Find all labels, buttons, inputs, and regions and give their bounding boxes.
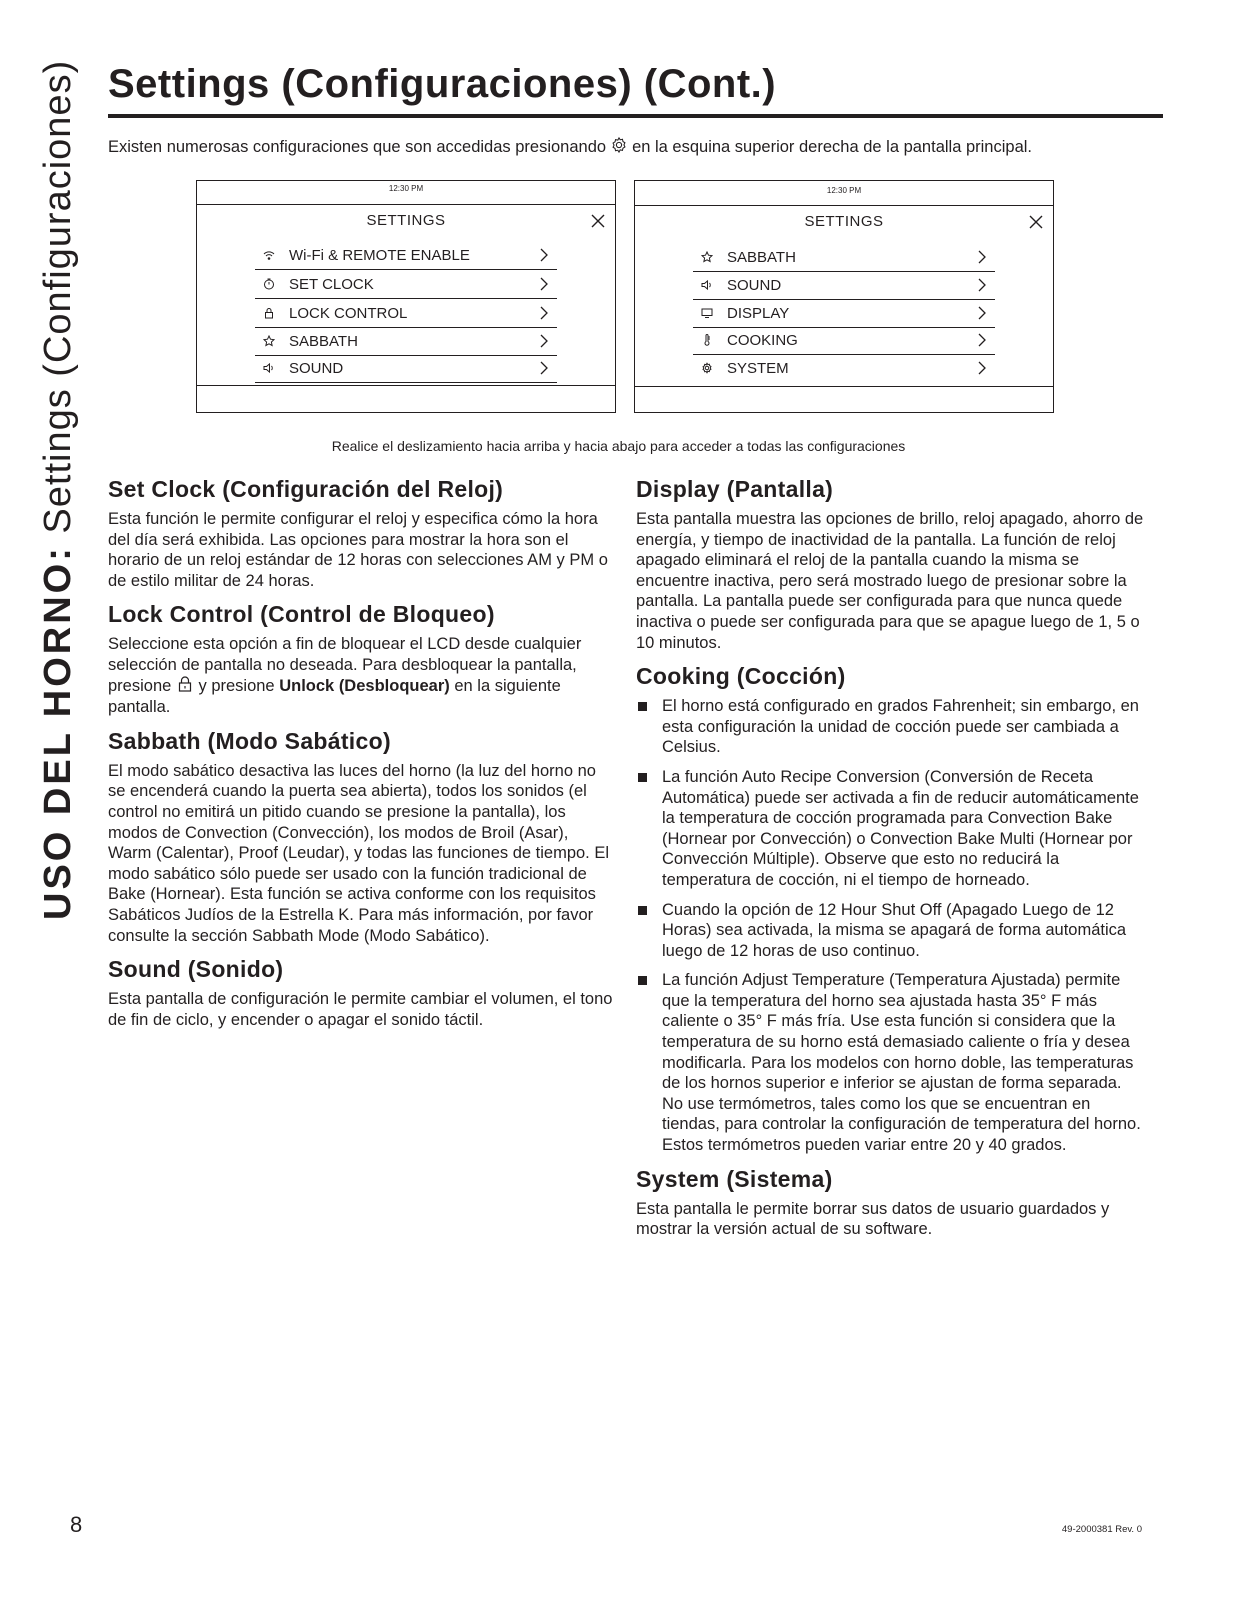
menu-item-cooking[interactable] — [693, 326, 995, 355]
close-icon[interactable] — [591, 214, 605, 228]
list-item-text: Cuando la opción de 12 Hour Shut Off (Apagado Luego de 12 Horas) sea activada, la misma se apagará de forma automática luego de 12 horas de uso continuo. — [662, 900, 1127, 960]
chevron-right-icon — [539, 361, 551, 375]
lock-body-c: en la siguiente pantalla. — [108, 676, 561, 717]
screen-divider — [635, 205, 1053, 206]
intro-after: en la esquina superior derecha de la pantalla principal. — [632, 138, 1032, 156]
speaker-icon — [263, 362, 275, 374]
screen-title: SETTINGS — [366, 212, 446, 229]
chevron-right-icon — [977, 333, 989, 347]
screen-divider — [197, 204, 615, 205]
list-item-text: La función Auto Recipe Conversion (Conversión de Receta Automática) puede ser activada a fin de reducir automáticamente la temperatura de cocción programada para Convection Bake (Hornear por Convección) o Convection Bake Multi (Hornear por Convección Múltiple). Observe que esto no reducirá la temperatura de cocción, ni el tiempo de horneado. — [662, 767, 1139, 889]
list-item — [636, 696, 1144, 758]
unlock-label: Unlock (Desbloquear) — [279, 676, 450, 695]
document-number: 49-2000381 Rev. 0 — [1061, 1524, 1142, 1535]
gear-icon — [610, 136, 628, 159]
menu-item-label: DISPLAY — [727, 304, 790, 322]
page-title: Settings (Configuraciones) (Cont.) — [108, 62, 777, 106]
gear-icon — [701, 362, 713, 374]
screen-divider — [635, 386, 1053, 387]
chevron-right-icon — [539, 334, 551, 348]
right-column — [636, 476, 1144, 1250]
menu-item-label: SOUND — [289, 359, 344, 377]
page-number: 8 — [70, 1512, 83, 1537]
cooking-list — [636, 696, 1144, 1155]
wifi-icon — [263, 249, 275, 261]
menu-item-lock-control[interactable] — [255, 299, 557, 328]
screen-title: SETTINGS — [804, 213, 884, 230]
list-item-text: La función Adjust Temperature (Temperatura Ajustada) permite que la temperatura del horno sea ajustada hasta 35° F más caliente o 35° F más fría. Use esta función si considera que la temperatura de su horno está demasiado caliente o fría y desea modificarla. Para los modelos con horno doble, las temperaturas de los hornos superior e inferior se ajustan de forma separada. No use termómetros, tales como los que se encuentran en tiendas, para controlar la configuración de temperatura del horno. Estos termómetros pueden variar entre 20 y 40 grados. — [662, 971, 1141, 1155]
menu-item-label: LOCK CONTROL — [289, 304, 408, 322]
display-body: Esta pantalla muestra las opciones de brillo, reloj apagado, ahorro de energía, y tiempo de inactividad de la pantalla. La función de reloj apagado eliminará el reloj de la pantalla cuando la misma se encuentre inactiva, pero será mostrado luego de presionar sobre la pantalla. La pantalla puede ser configurada para que nunca quede inactiva o puede ser configurada para que se apague luego de 1, 5 o 10 minutos. — [636, 510, 1144, 652]
list-item-text: El horno está configurado en grados Fahrenheit; sin embargo, en esta configuración la unidad de cocción puede ser cambiada a Celsius. — [662, 697, 1139, 757]
display-icon — [701, 307, 713, 319]
chevron-right-icon — [539, 277, 551, 291]
chevron-right-icon — [977, 361, 989, 375]
system-body: Esta pantalla le permite borrar sus datos de usuario guardados y mostrar la versión actual de su software. — [636, 1199, 1110, 1239]
menu-item-label: SYSTEM — [727, 359, 789, 377]
side-tab-light: Settings (Configuraciones) — [37, 59, 79, 534]
set-clock-heading: Set Clock (Configuración del Reloj) — [108, 476, 504, 502]
close-icon[interactable] — [1029, 215, 1043, 229]
menu-item-sabbath[interactable] — [693, 243, 995, 272]
chevron-right-icon — [539, 248, 551, 262]
list-item — [636, 767, 1144, 891]
chevron-right-icon — [977, 278, 989, 292]
list-item — [636, 970, 1144, 1155]
menu-item-label: Wi-Fi & REMOTE ENABLE — [289, 246, 470, 264]
menu-item-label: SET CLOCK — [289, 275, 374, 293]
bullet-square-icon — [638, 906, 647, 915]
side-tab-text — [28, 59, 88, 920]
system-heading: System (Sistema) — [636, 1165, 833, 1192]
bullet-square-icon — [638, 976, 647, 985]
side-tab — [28, 59, 88, 920]
lock-body-a: Seleccione esta opción a fin de bloquear el LCD desde cualquier selección de pantalla no deseada. Para desbloquear la pantalla, presione — [108, 635, 582, 695]
menu-item-label: SABBATH — [727, 248, 796, 266]
sabbath-body: El modo sabático desactiva las luces del horno (la luz del horno no se encenderá cuando la puerta sea abierta), todos los sonidos (el control no emitirá un pitido cuando se presione la pantalla), los modos de Convection (Convección), los modos de Broil (Asar), Warm (Calentar), Proof (Leudar), y todas las funciones de tiempo. El modo sabático sólo puede ser usado con la función tradicional de Bake (Hornear). Esta función se activa conforme con los requisitos Sabáticos Judíos de la Estrella K. Para más información, por favor consulte la sección Sabbath Mode (Modo Sabático). — [108, 761, 610, 945]
screens-caption: Realice el deslizamiento hacia arriba y hacia abajo para acceder a todas las configuraciones — [331, 438, 906, 454]
speaker-icon — [701, 279, 713, 291]
lock-control-heading: Lock Control (Control de Bloqueo) — [108, 601, 495, 628]
bullet-square-icon — [638, 773, 647, 782]
list-item — [636, 900, 1144, 962]
star-icon — [701, 251, 713, 263]
screen-divider — [197, 385, 615, 386]
chevron-right-icon — [977, 250, 989, 264]
bullet-square-icon — [638, 702, 647, 711]
side-tab-bold: USO DEL HORNO: — [37, 545, 79, 920]
intro-before: Existen numerosas configuraciones que son accedidas presionando — [108, 138, 607, 156]
left-column — [108, 476, 616, 1040]
lock-icon — [263, 307, 275, 319]
cooking-heading: Cooking (Cocción) — [636, 663, 846, 690]
thermometer-icon — [701, 334, 713, 346]
sound-heading: Sound (Sonido) — [108, 956, 284, 983]
lock-icon — [178, 676, 192, 698]
lock-control-body — [108, 634, 616, 717]
set-clock-body: Esta función le permite configurar el reloj y especifica cómo la hora del día será exhibida. Las opciones para mostrar la hora son el horario de un reloj estándar de 12 horas con selecciones AM y PM o de estilo militar de 24 horas. — [108, 510, 608, 590]
display-heading: Display (Pantalla) — [636, 476, 834, 502]
menu-item-display[interactable] — [693, 299, 995, 328]
chevron-right-icon — [977, 306, 989, 320]
menu-item-system[interactable] — [693, 354, 995, 382]
sound-body: Esta pantalla de configuración le permite cambiar el volumen, el tono de fin de ciclo, y encender o apagar el sonido táctil. — [108, 990, 613, 1029]
menu-item-set-clock[interactable] — [255, 270, 557, 299]
screen-clock: 12:30 PM — [388, 184, 424, 193]
sabbath-heading: Sabbath (Modo Sabático) — [108, 727, 391, 754]
screen-clock: 12:30 PM — [826, 186, 862, 195]
settings-screen-2 — [634, 180, 1054, 413]
menu-item-label: SABBATH — [289, 332, 358, 350]
menu-item-label: SOUND — [727, 276, 782, 294]
menu-item-sound[interactable] — [693, 271, 995, 300]
title-rule — [108, 114, 1163, 118]
star-icon — [263, 335, 275, 347]
menu-item-wifi[interactable] — [255, 241, 557, 270]
clock-icon — [263, 278, 275, 290]
chevron-right-icon — [539, 306, 551, 320]
lock-body-b: y presione — [198, 676, 275, 695]
intro-text — [108, 136, 1032, 159]
menu-item-label: COOKING — [727, 331, 798, 349]
menu-item-sabbath[interactable] — [255, 327, 557, 356]
menu-item-sound[interactable] — [255, 354, 557, 383]
settings-screen-1 — [196, 180, 616, 413]
